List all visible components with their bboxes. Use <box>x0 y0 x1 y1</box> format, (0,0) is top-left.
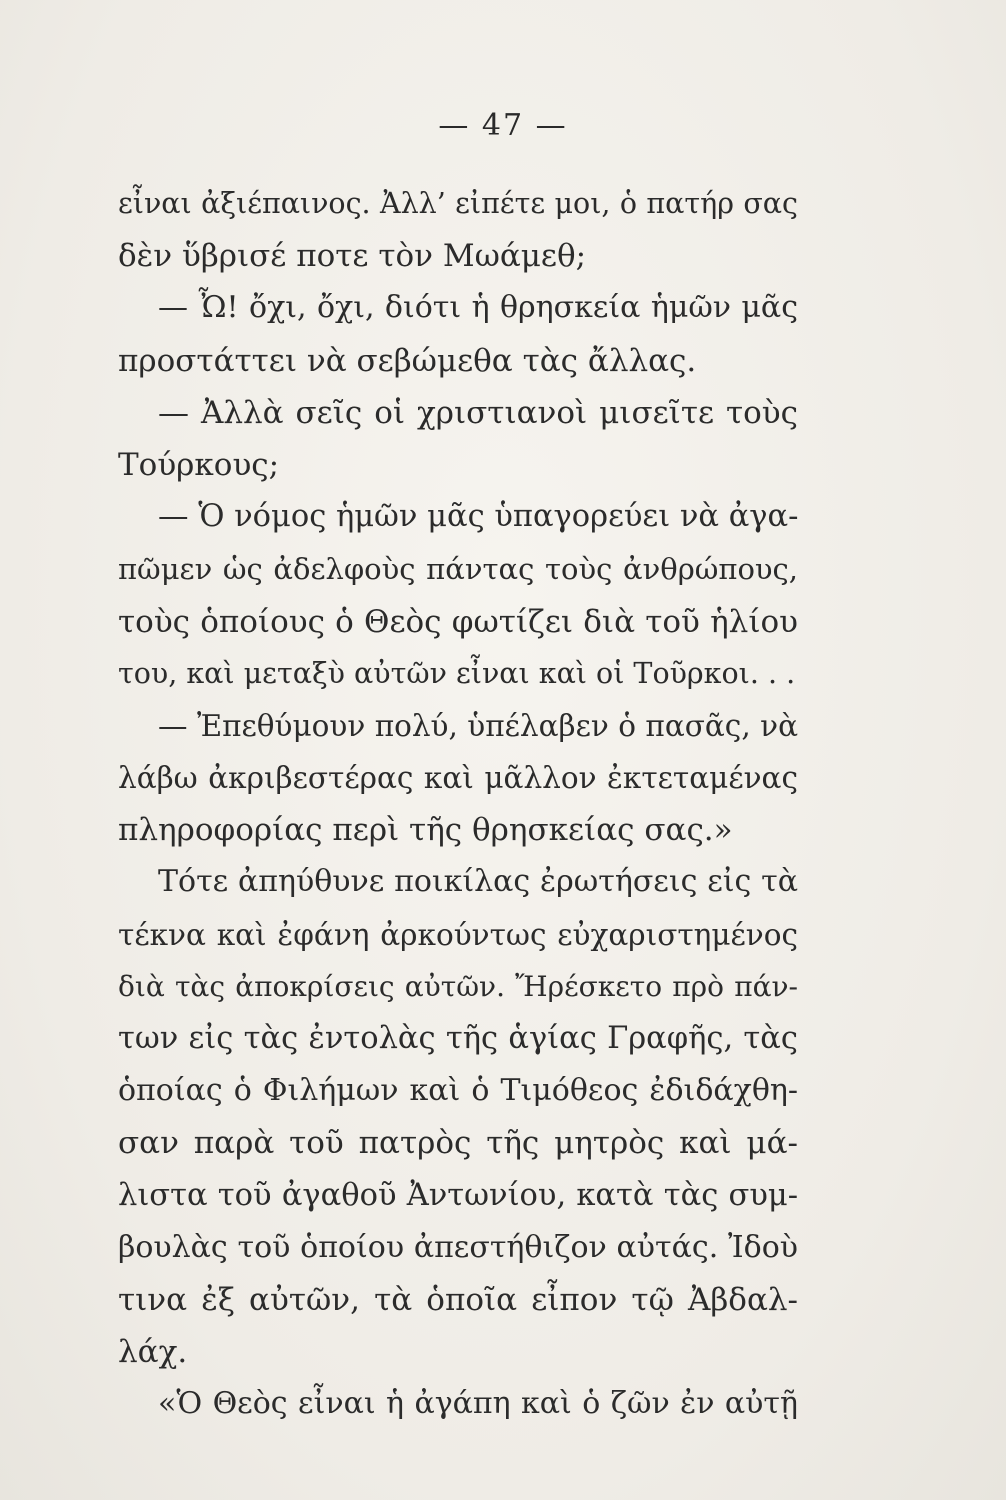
text-line: πῶμεν ὡς ἀδελφοὺς πάντας τοὺς ἀνθρώπους, <box>118 552 798 587</box>
text-line: εἶναι ἀξιέπαινος. Ἀλλ’ εἰπέτε μοι, ὁ πατήρ σας <box>118 187 798 220</box>
text-line: — Ἀλλὰ σεῖς οἱ χριστιανοὶ μισεῖτε τοὺς <box>158 394 798 431</box>
text-line: προστάττει νὰ σεβώμεθα τὰς ἄλλας. <box>118 342 697 379</box>
text-line: δὲν ὕβρισέ ποτε τὸν Μωάμεθ; <box>118 238 587 275</box>
text-line: τινα ἐξ αὐτῶν, τὰ ὁποῖα εἶπον τῷ Ἀβδαλ- <box>118 1281 798 1318</box>
text-line: του, καὶ μεταξὺ αὐτῶν εἶναι καὶ οἱ Τοῦρκοι. . . <box>118 656 796 690</box>
text-line: — Ὁ νόμος ἡμῶν μᾶς ὑπαγορεύει νὰ ἀγα- <box>158 499 799 535</box>
text-line: βουλὰς τοῦ ὁποίου ἀπεστήθιζον αὐτάς. Ἰδοὺ <box>118 1229 798 1265</box>
text-line: διὰ τὰς ἀποκρίσεις αὐτῶν. Ἤρέσκετο πρὸ πάν- <box>118 969 798 1003</box>
body-text <box>118 178 798 1431</box>
text-line: — Ὦ! ὄχι, ὄχι, διότι ἡ θρησκεία ἡμῶν μᾶς <box>158 290 798 326</box>
text-line: σαν παρὰ τοῦ πατρὸς τῆς μητρὸς καὶ μά- <box>118 1125 798 1162</box>
text-line: «Ὁ Θεὸς εἶναι ἡ ἀγάπη καὶ ὁ ζῶν ἐν αὐτῇ <box>158 1386 798 1422</box>
text-line: πληροφορίας περὶ τῆς θρησκείας σας.» <box>118 812 733 849</box>
text-line: τοὺς ὁποίους ὁ Θεὸς φωτίζει διὰ τοῦ ἡλίου <box>118 603 798 640</box>
text-line: των εἰς τὰς ἐντολὰς τῆς ἁγίας Γραφῆς, τὰς <box>118 1021 798 1056</box>
text-line: λάβω ἀκριβεστέρας καὶ μᾶλλον ἐκτεταμένας <box>118 761 798 796</box>
text-line: — Ἐπεθύμουν πολύ, ὑπέλαβεν ὁ πασᾶς, νὰ <box>158 708 798 743</box>
page-number: — 47 — <box>438 108 568 143</box>
text-line: τέκνα καὶ ἐφάνη ἀρκούντως εὐχαριστημένος <box>118 917 798 952</box>
text-line: Τούρκους; <box>118 446 280 483</box>
text-line: ὁποίας ὁ Φιλήμων καὶ ὁ Τιμόθεος ἐδιδάχθη- <box>118 1073 798 1109</box>
text-line: Τότε ἀπηύθυνε ποικίλας ἐρωτήσεις εἰς τὰ <box>158 864 798 900</box>
text-line: λιστα τοῦ ἀγαθοῦ Ἀντωνίου, κατὰ τὰς συμ- <box>118 1177 798 1213</box>
text-line: λάχ. <box>118 1334 188 1371</box>
